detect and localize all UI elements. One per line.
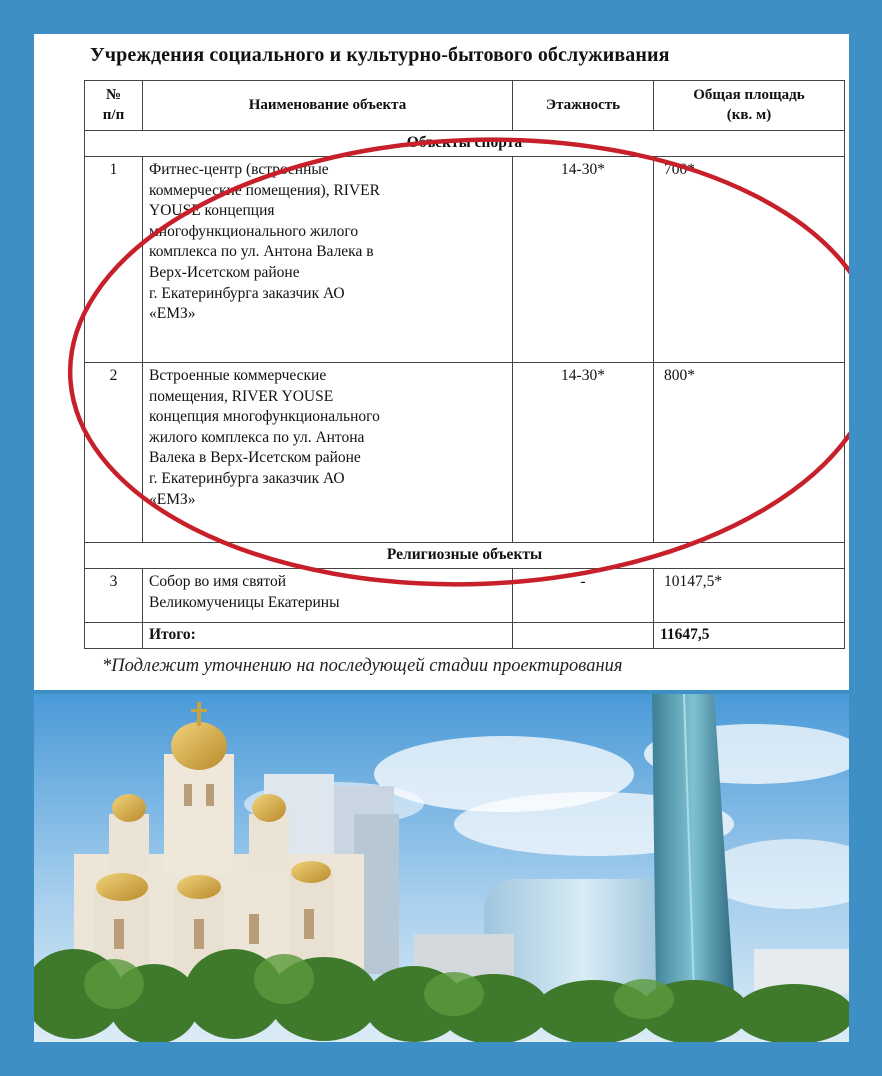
row-name-line: г. Екатеринбурга заказчик АО	[149, 470, 345, 488]
total-num-cell	[85, 623, 143, 649]
total-floors-cell	[513, 623, 654, 649]
row-area: 800*	[654, 363, 845, 543]
row-name	[143, 363, 513, 543]
row-name-line: концепция многофункционального	[149, 408, 380, 426]
cathedral-city-photo	[34, 694, 849, 1042]
row-num: 1	[85, 157, 143, 363]
total-row	[85, 623, 845, 649]
row-area: 700*	[654, 157, 845, 363]
section-title-religious: Религиозные объекты	[85, 543, 845, 569]
header-num-line2: п/п	[102, 106, 125, 123]
header-area	[654, 81, 845, 131]
row-name-line: Валека в Верх-Исетском районе	[149, 449, 361, 467]
section-row-sport	[85, 131, 845, 157]
header-area-line1: Общая площадь	[693, 86, 805, 103]
row-name-line: Верх-Исетском районе	[149, 264, 300, 282]
row-name-line: «ЕМЗ»	[149, 490, 196, 508]
row-num: 2	[85, 363, 143, 543]
row-name-line: Фитнес-центр (встроенные	[149, 161, 329, 178]
row-name-line: помещения, RIVER YOUSE	[149, 387, 334, 405]
header-area-line2: (кв. м)	[726, 106, 772, 123]
section-row-religious	[85, 543, 845, 569]
footnote: *Подлежит уточнению на последующей стадии проектирования	[102, 656, 623, 676]
row-name-line: «ЕМЗ»	[149, 305, 196, 323]
facilities-table	[84, 80, 845, 649]
document-sheet	[34, 34, 849, 690]
row-name-line: Собор во имя святой	[149, 573, 287, 590]
header-name: Наименование объекта	[143, 81, 513, 131]
row-name-line: многофункционального жилого	[149, 222, 359, 240]
table-row	[85, 157, 845, 363]
table-row	[85, 569, 845, 623]
row-name	[143, 569, 513, 623]
document-title: Учреждения социального и культурно-бытового обслуживания	[90, 44, 670, 66]
row-name-line: Великомученицы Екатерины	[149, 593, 340, 611]
row-name-line: комплекса по ул. Антона Валека в	[149, 243, 374, 261]
row-name	[143, 157, 513, 363]
row-floors: 14-30*	[513, 363, 654, 543]
row-name-line: г. Екатеринбурга заказчик АО	[149, 284, 345, 302]
header-num	[85, 81, 143, 131]
total-area: 11647,5	[654, 623, 845, 649]
section-title-sport: Объекты спорта	[85, 131, 845, 157]
table-row	[85, 363, 845, 543]
row-num: 3	[85, 569, 143, 623]
header-floors: Этажность	[513, 81, 654, 131]
total-label: Итого:	[143, 623, 513, 649]
city-skyline-illustration	[34, 694, 849, 1042]
row-name-line: коммерческие помещения), RIVER	[149, 181, 380, 199]
table-header-row	[85, 81, 845, 131]
row-floors: -	[513, 569, 654, 623]
row-name-line: Встроенные коммерческие	[149, 367, 327, 384]
header-num-line1: №	[105, 86, 122, 103]
row-name-line: жилого комплекса по ул. Антона	[149, 428, 365, 446]
row-name-line: YOUSE концепция	[149, 202, 275, 220]
row-floors: 14-30*	[513, 157, 654, 363]
row-area: 10147,5*	[654, 569, 845, 623]
